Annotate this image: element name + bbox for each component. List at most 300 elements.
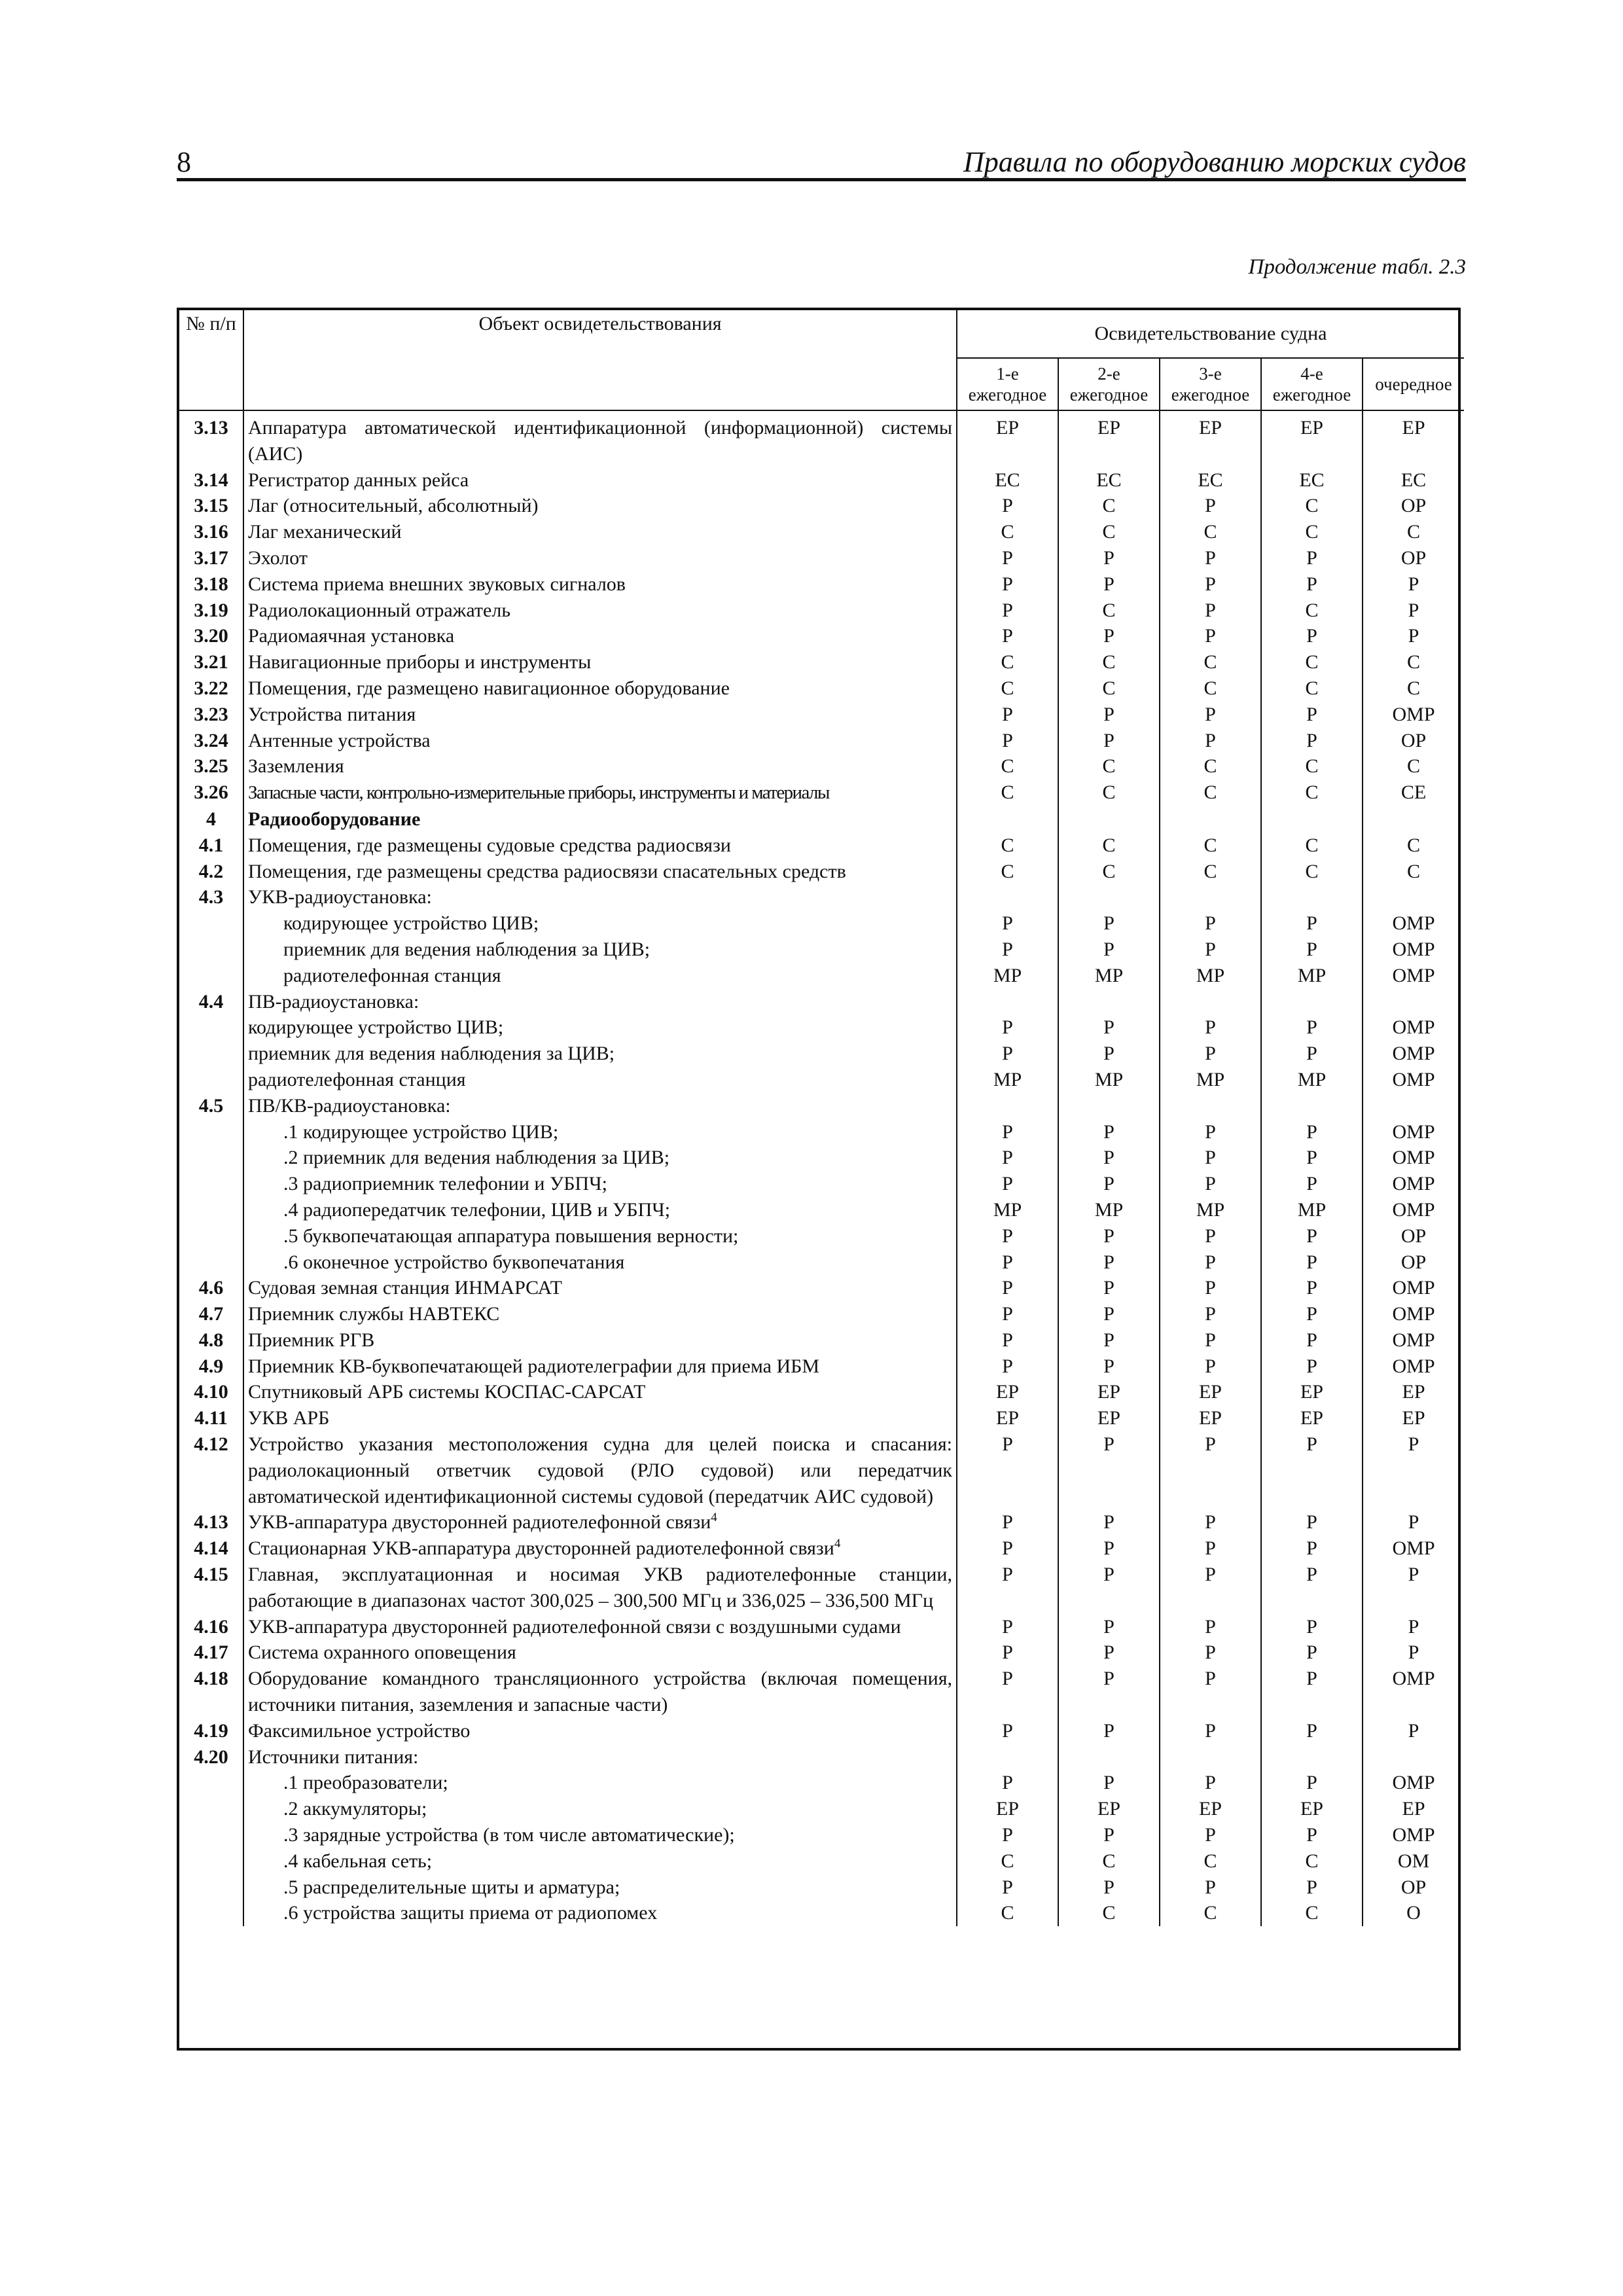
- inspection-code: [1261, 884, 1363, 910]
- inspection-code: С: [957, 519, 1058, 545]
- inspection-code: ОМР: [1363, 702, 1464, 728]
- table-row: [179, 1666, 1464, 1718]
- inspection-code: [1363, 884, 1464, 910]
- inspection-code: Р: [1261, 1614, 1363, 1640]
- table-row: [179, 963, 1464, 989]
- inspection-code: Р: [1160, 1301, 1261, 1327]
- inspection-code: С: [1261, 1900, 1363, 1926]
- inspection-code: С: [1261, 780, 1363, 806]
- inspection-code: С: [1261, 1848, 1363, 1874]
- inspection-code: Р: [1058, 1327, 1160, 1354]
- inspection-code: Р: [957, 1535, 1058, 1562]
- page-header: [177, 145, 1466, 178]
- inspection-code: ОМР: [1363, 1666, 1464, 1718]
- inspection-code: Р: [1261, 1145, 1363, 1171]
- inspection-code: С: [1160, 859, 1261, 885]
- page-number: 8: [177, 146, 191, 178]
- inspection-code: [957, 884, 1058, 910]
- inspection-code: ОМР: [1363, 1327, 1464, 1354]
- inspection-code: ОР: [1363, 1223, 1464, 1249]
- survey-table: [177, 308, 1461, 2051]
- row-number: [179, 937, 243, 963]
- inspection-code: Р: [1261, 545, 1363, 571]
- inspection-code: С: [1058, 1900, 1160, 1926]
- row-number: 4.8: [198, 1329, 224, 1351]
- row-object: [243, 1197, 957, 1223]
- inspection-code: Р: [1058, 1014, 1160, 1041]
- inspection-code: ОР: [1363, 545, 1464, 571]
- inspection-code: Р: [1160, 1249, 1261, 1276]
- row-object: [243, 1509, 957, 1535]
- row-object-text: Антенные устройства: [248, 729, 431, 751]
- inspection-code: С: [1160, 649, 1261, 675]
- inspection-code: Р: [1261, 1431, 1363, 1509]
- inspection-code: Р: [1363, 1718, 1464, 1744]
- row-object: [243, 1301, 957, 1327]
- inspection-code: Р: [1160, 1171, 1261, 1197]
- row-number: 3.26: [194, 781, 228, 804]
- table-row: [179, 937, 1464, 963]
- inspection-code: Р: [957, 1770, 1058, 1796]
- inspection-code: Р: [1160, 1718, 1261, 1744]
- inspection-code: С: [1058, 1848, 1160, 1874]
- inspection-code: Р: [1058, 1275, 1160, 1301]
- inspection-code: ОР: [1363, 1249, 1464, 1276]
- inspection-code: ЕР: [1058, 410, 1160, 467]
- row-object-text: радиотелефонная станция: [283, 964, 501, 986]
- table-row: [179, 1796, 1464, 1822]
- table-row: [179, 1405, 1464, 1431]
- row-number: [179, 1822, 243, 1848]
- inspection-code: ЕС: [1160, 467, 1261, 493]
- inspection-code: С: [1160, 1848, 1261, 1874]
- inspection-code: Р: [1261, 1249, 1363, 1276]
- row-object: [243, 702, 957, 728]
- inspection-code: Р: [1058, 1301, 1160, 1327]
- row-number: 4.6: [198, 1277, 224, 1299]
- inspection-code: Р: [1261, 1535, 1363, 1562]
- table-row: [179, 545, 1464, 571]
- row-number: 4.1: [198, 834, 224, 856]
- row-object: [243, 467, 957, 493]
- table-row: [179, 806, 1464, 833]
- table-row: [179, 410, 1464, 467]
- row-number: 3.16: [194, 521, 228, 543]
- row-object: [243, 884, 957, 910]
- row-object: [243, 1327, 957, 1354]
- inspection-code: С: [1058, 598, 1160, 624]
- row-number: 3.20: [194, 625, 228, 647]
- row-object: [243, 571, 957, 598]
- inspection-code: Р: [1058, 1223, 1160, 1249]
- row-object-text: УКВ-аппаратура двусторонней радиотелефонной связи с воздушными судами: [248, 1615, 901, 1638]
- inspection-code: Р: [1058, 1718, 1160, 1744]
- row-object-text: УКВ-радиоустановка:: [248, 886, 432, 908]
- row-object: [243, 1067, 957, 1093]
- row-object-text: Лаг (относительный, абсолютный): [248, 495, 539, 517]
- inspection-code: Р: [957, 1822, 1058, 1848]
- row-object-text: Факсимильное устройство: [248, 1719, 471, 1742]
- inspection-code: ЕС: [957, 467, 1058, 493]
- row-object: [243, 1640, 957, 1666]
- inspection-code: [957, 989, 1058, 1015]
- table-row: [179, 884, 1464, 910]
- table-row: [179, 1562, 1464, 1614]
- inspection-code: Р: [957, 1301, 1058, 1327]
- row-object: [243, 1796, 957, 1822]
- row-object-text: Спутниковый АРБ системы КОСПАС-САРСАТ: [248, 1381, 646, 1403]
- inspection-code: [1058, 1744, 1160, 1770]
- inspection-code: ЕР: [1261, 1405, 1363, 1431]
- row-object: [243, 728, 957, 754]
- row-object: [243, 623, 957, 649]
- inspection-code: Р: [1261, 1354, 1363, 1380]
- row-object: [243, 1275, 957, 1301]
- inspection-code: Р: [1261, 1874, 1363, 1901]
- row-object-text: Оборудование командного трансляционного устройства (включая помещения, источники питания, заземления и запасные части): [248, 1668, 952, 1716]
- inspection-code: С: [1160, 780, 1261, 806]
- row-number: 4.5: [198, 1094, 224, 1117]
- header-object: Объект освидетельствования: [243, 310, 957, 410]
- inspection-code: ЕР: [1363, 1796, 1464, 1822]
- table-row: [179, 1900, 1464, 1926]
- inspection-code: ОМР: [1363, 937, 1464, 963]
- row-number: [179, 1249, 243, 1276]
- inspection-code: [1160, 989, 1261, 1015]
- row-number: 4.11: [194, 1407, 228, 1429]
- row-object: [243, 833, 957, 859]
- row-object-text: Аппаратура автоматической идентификационной (информационной) системы (АИС): [248, 417, 952, 465]
- inspection-code: МР: [1058, 963, 1160, 989]
- header-rule: [177, 178, 1466, 181]
- inspection-code: ЕР: [1058, 1796, 1160, 1822]
- inspection-code: Р: [957, 1874, 1058, 1901]
- inspection-code: Р: [1261, 1041, 1363, 1067]
- inspection-code: С: [1058, 859, 1160, 885]
- table-row: [179, 702, 1464, 728]
- row-number: [179, 1119, 243, 1145]
- row-object: [243, 545, 957, 571]
- inspection-code: Р: [1363, 598, 1464, 624]
- inspection-code: [1363, 989, 1464, 1015]
- row-object: [243, 1145, 957, 1171]
- inspection-code: Р: [1261, 1171, 1363, 1197]
- row-number: 3.18: [194, 573, 228, 595]
- table-row: [179, 833, 1464, 859]
- row-number: [179, 1197, 243, 1223]
- inspection-code: Р: [1261, 1509, 1363, 1535]
- row-object: [243, 410, 957, 467]
- row-object-text: .5 распределительные щиты и арматура;: [283, 1876, 620, 1898]
- inspection-code: Р: [1261, 1822, 1363, 1848]
- inspection-code: Р: [957, 1223, 1058, 1249]
- inspection-code: [1160, 806, 1261, 833]
- table-row: [179, 649, 1464, 675]
- row-object: [243, 937, 957, 963]
- table-row: [179, 1379, 1464, 1405]
- row-object: [243, 910, 957, 937]
- row-number: 4.15: [194, 1564, 228, 1586]
- inspection-code: Р: [1058, 1874, 1160, 1901]
- inspection-code: С: [1160, 753, 1261, 780]
- row-object: [243, 1614, 957, 1640]
- row-object-text: ПВ-радиоустановка:: [248, 990, 419, 1013]
- table-row: [179, 859, 1464, 885]
- row-object-text: УКВ-аппаратура двусторонней радиотелефонной связи: [248, 1511, 711, 1534]
- inspection-code: ЕС: [1363, 467, 1464, 493]
- row-object-text: .6 оконечное устройство буквопечатания: [283, 1251, 625, 1273]
- table-row: [179, 1744, 1464, 1770]
- inspection-code: ОМР: [1363, 1770, 1464, 1796]
- footnote-marker: 4: [834, 1537, 841, 1551]
- table-row: [179, 1535, 1464, 1562]
- row-object: [243, 1249, 957, 1276]
- row-object-text: .5 буквопечатающая аппаратура повышения верности;: [283, 1225, 739, 1247]
- inspection-code: ОМР: [1363, 1014, 1464, 1041]
- inspection-code: ОР: [1363, 493, 1464, 519]
- inspection-code: Р: [1160, 1614, 1261, 1640]
- inspection-code: Р: [957, 1171, 1058, 1197]
- inspection-code: [1058, 884, 1160, 910]
- inspection-code: Р: [1058, 1562, 1160, 1614]
- inspection-code: С: [1363, 859, 1464, 885]
- row-number: 3.24: [194, 729, 228, 751]
- table-row: [179, 675, 1464, 702]
- row-object-text: приемник для ведения наблюдения за ЦИВ;: [248, 1043, 615, 1065]
- inspection-code: Р: [1261, 1327, 1363, 1354]
- row-number: 4.20: [194, 1746, 228, 1768]
- table-row: [179, 780, 1464, 806]
- inspection-code: Р: [1160, 545, 1261, 571]
- inspection-code: Р: [1058, 1666, 1160, 1718]
- inspection-code: [1261, 806, 1363, 833]
- inspection-code: Р: [957, 571, 1058, 598]
- row-object: [243, 859, 957, 885]
- inspection-code: Р: [957, 702, 1058, 728]
- inspection-code: С: [1261, 598, 1363, 624]
- inspection-code: Р: [1058, 728, 1160, 754]
- inspection-code: Р: [1160, 702, 1261, 728]
- row-number: 4.7: [198, 1303, 224, 1325]
- row-number: [179, 1171, 243, 1197]
- inspection-code: Р: [1261, 728, 1363, 754]
- inspection-code: С: [957, 675, 1058, 702]
- inspection-code: С: [1261, 649, 1363, 675]
- table-row: [179, 1327, 1464, 1354]
- inspection-code: Р: [1160, 1119, 1261, 1145]
- inspection-code: Р: [1160, 1666, 1261, 1718]
- row-number: [179, 1874, 243, 1901]
- row-object: [243, 1431, 957, 1509]
- inspection-code: Р: [1160, 1354, 1261, 1380]
- inspection-code: ОМР: [1363, 1145, 1464, 1171]
- table-row: [179, 519, 1464, 545]
- table-row: [179, 1249, 1464, 1276]
- row-object-text: .1 кодирующее устройство ЦИВ;: [283, 1121, 559, 1143]
- inspection-code: ЕС: [1058, 467, 1160, 493]
- table-row: [179, 989, 1464, 1015]
- row-object-text: Эхолот: [248, 547, 308, 569]
- row-number: 3.19: [194, 599, 228, 621]
- row-object: [243, 989, 957, 1015]
- row-object: [243, 806, 957, 833]
- row-object-text: Помещения, где размещены средства радиосвязи спасательных средств: [248, 860, 846, 882]
- row-object: [243, 1822, 957, 1848]
- row-object-text: Стационарная УКВ-аппаратура двусторонней радиотелефонной связи: [248, 1537, 834, 1560]
- row-object: [243, 1119, 957, 1145]
- inspection-code: [1261, 989, 1363, 1015]
- table-row: [179, 1145, 1464, 1171]
- inspection-code: Р: [1160, 623, 1261, 649]
- row-number: 4.4: [198, 990, 224, 1013]
- inspection-code: Р: [1261, 1014, 1363, 1041]
- row-object: [243, 1093, 957, 1119]
- inspection-code: Р: [1160, 937, 1261, 963]
- inspection-code: С: [1160, 519, 1261, 545]
- inspection-code: Р: [1261, 1275, 1363, 1301]
- row-number: 4.14: [194, 1537, 228, 1560]
- row-object: [243, 1874, 957, 1901]
- inspection-code: С: [957, 859, 1058, 885]
- inspection-code: С: [1363, 649, 1464, 675]
- row-number: 4.13: [194, 1511, 228, 1534]
- inspection-code: Р: [1363, 1431, 1464, 1509]
- inspection-code: Р: [957, 1562, 1058, 1614]
- inspection-code: С: [957, 649, 1058, 675]
- inspection-code: О: [1363, 1900, 1464, 1926]
- table-row: [179, 1041, 1464, 1067]
- row-number: [179, 1223, 243, 1249]
- inspection-code: Р: [1058, 702, 1160, 728]
- inspection-code: С: [1261, 753, 1363, 780]
- row-object: [243, 753, 957, 780]
- inspection-code: С: [1058, 833, 1160, 859]
- row-object-text: Радиомаячная установка: [248, 625, 455, 647]
- inspection-code: МР: [1058, 1197, 1160, 1223]
- row-object-text: .4 радиопередатчик телефонии, ЦИВ и УБПЧ;: [283, 1198, 671, 1221]
- inspection-code: Р: [957, 623, 1058, 649]
- row-object-text: Лаг механический: [248, 521, 402, 543]
- row-object-text: кодирующее устройство ЦИВ;: [283, 912, 539, 935]
- row-object-text: Источники питания:: [248, 1746, 419, 1768]
- inspection-code: С: [957, 1900, 1058, 1926]
- row-object: [243, 1744, 957, 1770]
- row-object: [243, 1562, 957, 1614]
- header-inspection-1: 1-е ежегодное: [957, 358, 1058, 410]
- row-object-text: Запасные части, контрольно-измерительные приборы, инструменты и материалы: [248, 782, 829, 804]
- inspection-code: Р: [1160, 1327, 1261, 1354]
- inspection-code: Р: [957, 1327, 1058, 1354]
- row-object-text: .6 устройства защиты приема от радиопомех: [283, 1902, 658, 1924]
- inspection-code: ЕР: [1261, 1796, 1363, 1822]
- inspection-code: Р: [1261, 1562, 1363, 1614]
- header-survey: Освидетельствование судна: [957, 310, 1464, 358]
- table-row: [179, 728, 1464, 754]
- inspection-code: С: [1058, 493, 1160, 519]
- header-inspection-3: 3-е ежегодное: [1160, 358, 1261, 410]
- inspection-code: ОМР: [1363, 1535, 1464, 1562]
- row-object-text: Помещения, где размещены судовые средства радиосвязи: [248, 834, 731, 856]
- inspection-code: Р: [1261, 702, 1363, 728]
- row-object-text: Регистратор данных рейса: [248, 469, 469, 491]
- inspection-code: [1160, 1093, 1261, 1119]
- inspection-code: Р: [957, 1249, 1058, 1276]
- inspection-code: Р: [1058, 1509, 1160, 1535]
- row-object-text: Радиооборудование: [248, 808, 421, 830]
- inspection-code: Р: [1261, 571, 1363, 598]
- row-object-text: .4 кабельная сеть;: [283, 1850, 433, 1872]
- inspection-code: Р: [1160, 1223, 1261, 1249]
- inspection-code: Р: [1160, 1041, 1261, 1067]
- row-object-text: Устройство указания местоположения судна для целей поиска и спасания: радиолокационный ответчик судовой (РЛО судовой) или передатчик автоматической идентификационной системы судовой (передатчик АИС судовой): [248, 1433, 952, 1507]
- table-header: [179, 310, 1464, 410]
- inspection-code: Р: [957, 1119, 1058, 1145]
- row-object-text: Приемник РГВ: [248, 1329, 375, 1351]
- inspection-code: Р: [1363, 1640, 1464, 1666]
- inspection-code: МР: [1058, 1067, 1160, 1093]
- table-row: [179, 1614, 1464, 1640]
- inspection-code: ОМР: [1363, 1822, 1464, 1848]
- footnote-marker: 4: [711, 1511, 717, 1525]
- inspection-code: [957, 1744, 1058, 1770]
- inspection-code: Р: [957, 1666, 1058, 1718]
- table-row: [179, 1067, 1464, 1093]
- table-row: [179, 1640, 1464, 1666]
- inspection-code: Р: [1363, 1562, 1464, 1614]
- row-number: [179, 1770, 243, 1796]
- table-row: [179, 1093, 1464, 1119]
- inspection-code: [1058, 989, 1160, 1015]
- inspection-code: Р: [1160, 1874, 1261, 1901]
- row-object-text: Навигационные приборы и инструменты: [248, 651, 592, 673]
- row-object: [243, 1770, 957, 1796]
- inspection-code: Р: [957, 1509, 1058, 1535]
- inspection-code: С: [1160, 833, 1261, 859]
- inspection-code: Р: [957, 910, 1058, 937]
- row-number: 4: [206, 808, 216, 830]
- inspection-code: Р: [1058, 1249, 1160, 1276]
- inspection-code: [1058, 1093, 1160, 1119]
- row-object: [243, 1223, 957, 1249]
- table-row: [179, 493, 1464, 519]
- inspection-code: Р: [1160, 1535, 1261, 1562]
- row-object-text: Радиолокационный отражатель: [248, 599, 511, 621]
- inspection-code: МР: [1160, 1197, 1261, 1223]
- row-object: [243, 1379, 957, 1405]
- row-number: [179, 1796, 243, 1822]
- inspection-code: Р: [1058, 1431, 1160, 1509]
- row-number: 3.14: [194, 469, 228, 491]
- inspection-code: Р: [1363, 623, 1464, 649]
- inspection-code: [957, 1093, 1058, 1119]
- inspection-code: [1058, 806, 1160, 833]
- row-object: [243, 1041, 957, 1067]
- inspection-code: ЕР: [1261, 1379, 1363, 1405]
- inspection-code: ЕР: [1160, 1405, 1261, 1431]
- inspection-code: С: [1058, 675, 1160, 702]
- inspection-code: С: [1363, 519, 1464, 545]
- row-number: [179, 1067, 243, 1093]
- inspection-code: Р: [1058, 1535, 1160, 1562]
- header-inspection-regular: очередное: [1363, 358, 1464, 410]
- inspection-code: [1261, 1744, 1363, 1770]
- inspection-code: Р: [1058, 571, 1160, 598]
- inspection-code: Р: [1261, 1119, 1363, 1145]
- inspection-code: ЕР: [957, 1405, 1058, 1431]
- inspection-code: С: [1363, 753, 1464, 780]
- inspection-code: Р: [1160, 598, 1261, 624]
- inspection-code: МР: [1261, 1197, 1363, 1223]
